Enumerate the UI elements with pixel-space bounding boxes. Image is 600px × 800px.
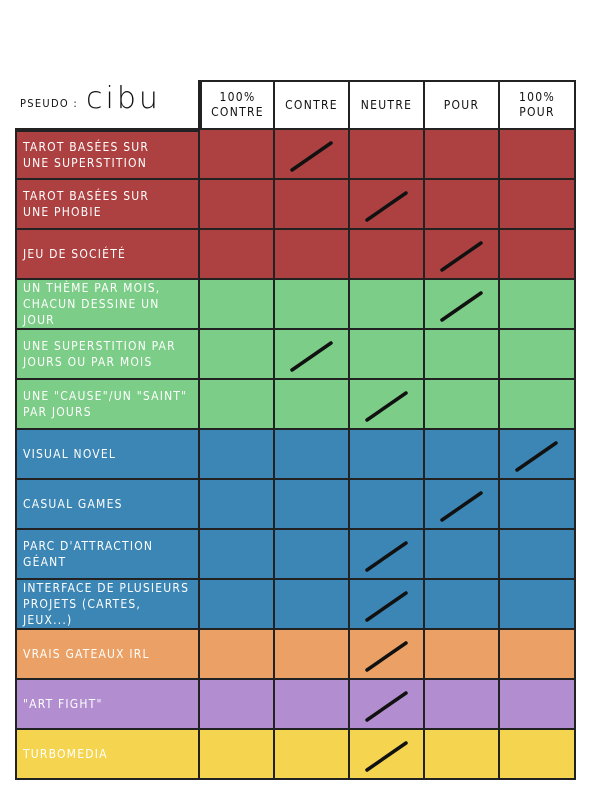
- vote-cell[interactable]: [350, 580, 425, 630]
- vote-cell[interactable]: [275, 730, 350, 780]
- vote-cell[interactable]: [200, 630, 275, 680]
- vote-cell[interactable]: [350, 280, 425, 330]
- vote-row: [15, 580, 576, 630]
- vote-cell[interactable]: [425, 480, 500, 530]
- vote-cell[interactable]: [350, 630, 425, 680]
- vote-mark: [350, 680, 425, 730]
- row-label: UN THÈME PAR MOIS, CHACUN DESSINE UN JOUR: [15, 280, 200, 330]
- vote-cell[interactable]: [425, 530, 500, 580]
- vote-cell[interactable]: [350, 230, 425, 280]
- vote-row: [15, 230, 576, 280]
- row-label: PARC D'ATTRACTION GÉANT: [15, 530, 200, 580]
- vote-cell[interactable]: [200, 680, 275, 730]
- vote-cell[interactable]: [500, 180, 576, 230]
- vote-row: [15, 430, 576, 480]
- vote-cell[interactable]: [200, 730, 275, 780]
- vote-row: [15, 280, 576, 330]
- vote-row: [15, 680, 576, 730]
- vote-cell[interactable]: [275, 580, 350, 630]
- vote-cell[interactable]: [425, 380, 500, 430]
- vote-mark: [275, 330, 350, 380]
- vote-cell[interactable]: [350, 430, 425, 480]
- vote-stroke: [442, 493, 481, 520]
- vote-row: [15, 180, 576, 230]
- vote-stroke: [517, 443, 556, 470]
- column-header: POUR: [425, 80, 500, 130]
- row-label: JEU DE SOCIÉTÉ: [15, 230, 200, 280]
- vote-cell[interactable]: [350, 330, 425, 380]
- vote-cell[interactable]: [500, 630, 576, 680]
- vote-cell[interactable]: [425, 130, 500, 180]
- vote-cell[interactable]: [425, 580, 500, 630]
- column-header: CONTRE: [275, 80, 350, 130]
- vote-cell[interactable]: [350, 530, 425, 580]
- vote-cell[interactable]: [425, 180, 500, 230]
- row-label: VISUAL NOVEL: [15, 430, 200, 480]
- vote-stroke: [442, 293, 481, 320]
- vote-cell[interactable]: [500, 330, 576, 380]
- pseudo-field: [15, 80, 200, 130]
- vote-cell[interactable]: [200, 180, 275, 230]
- pseudo-label: PSEUDO :: [20, 97, 79, 110]
- vote-cell[interactable]: [500, 230, 576, 280]
- row-label: "ART FIGHT": [15, 680, 200, 730]
- vote-cell[interactable]: [350, 380, 425, 430]
- vote-cell[interactable]: [350, 180, 425, 230]
- vote-stroke: [292, 343, 331, 370]
- vote-stroke: [367, 193, 406, 220]
- vote-cell[interactable]: [275, 530, 350, 580]
- vote-cell[interactable]: [425, 280, 500, 330]
- row-label: TAROT BASÉES SUR UNE PHOBIE: [15, 180, 200, 230]
- vote-row: [15, 530, 576, 580]
- vote-mark: [350, 180, 425, 230]
- column-header: 100% POUR: [500, 80, 576, 130]
- vote-stroke: [367, 393, 406, 420]
- row-label: INTERFACE DE PLUSIEURS PROJETS (CARTES, JEUX...): [15, 580, 200, 630]
- row-label: TAROT BASÉES SUR UNE SUPERSTITION: [15, 130, 200, 180]
- vote-cell[interactable]: [500, 130, 576, 180]
- vote-cell[interactable]: [275, 230, 350, 280]
- vote-cell[interactable]: [350, 680, 425, 730]
- row-label: CASUAL GAMES: [15, 480, 200, 530]
- pseudo-name: cibu: [86, 81, 161, 116]
- vote-cell[interactable]: [200, 230, 275, 280]
- vote-row: [15, 630, 576, 680]
- vote-cell[interactable]: [200, 530, 275, 580]
- vote-cell[interactable]: [200, 330, 275, 380]
- vote-cell[interactable]: [200, 130, 275, 180]
- vote-stroke: [367, 593, 406, 620]
- vote-cell[interactable]: [200, 280, 275, 330]
- header-row: [15, 80, 576, 130]
- vote-cell[interactable]: [425, 230, 500, 280]
- vote-cell[interactable]: [200, 380, 275, 430]
- vote-cell[interactable]: [200, 430, 275, 480]
- row-label: UNE "CAUSE"/UN "SAINT" PAR JOURS: [15, 380, 200, 430]
- vote-row: [15, 330, 576, 380]
- vote-cell[interactable]: [350, 480, 425, 530]
- vote-stroke: [292, 143, 331, 170]
- vote-mark: [350, 580, 425, 630]
- vote-cell[interactable]: [425, 330, 500, 380]
- vote-cell[interactable]: [425, 730, 500, 780]
- vote-cell[interactable]: [425, 630, 500, 680]
- vote-cell[interactable]: [500, 730, 576, 780]
- vote-cell[interactable]: [275, 630, 350, 680]
- vote-mark: [425, 480, 500, 530]
- vote-cell[interactable]: [500, 430, 576, 480]
- vote-mark: [275, 130, 350, 180]
- vote-stroke: [442, 243, 481, 270]
- vote-cell[interactable]: [275, 180, 350, 230]
- vote-row: [15, 480, 576, 530]
- vote-cell[interactable]: [500, 530, 576, 580]
- vote-cell[interactable]: [275, 380, 350, 430]
- vote-cell[interactable]: [500, 380, 576, 430]
- vote-cell[interactable]: [275, 680, 350, 730]
- vote-cell[interactable]: [275, 130, 350, 180]
- vote-cell[interactable]: [425, 680, 500, 730]
- vote-stroke: [367, 643, 406, 670]
- vote-row: [15, 380, 576, 430]
- vote-stroke: [367, 743, 406, 770]
- vote-cell[interactable]: [500, 480, 576, 530]
- vote-mark: [350, 380, 425, 430]
- vote-cell[interactable]: [275, 330, 350, 380]
- vote-cell[interactable]: [500, 280, 576, 330]
- vote-mark: [425, 230, 500, 280]
- vote-cell[interactable]: [275, 480, 350, 530]
- vote-cell[interactable]: [275, 430, 350, 480]
- row-label: TURBOMEDIA: [15, 730, 200, 780]
- vote-cell[interactable]: [350, 730, 425, 780]
- vote-cell[interactable]: [350, 130, 425, 180]
- vote-mark: [350, 630, 425, 680]
- vote-cell[interactable]: [200, 580, 275, 630]
- vote-row: [15, 130, 576, 180]
- vote-cell[interactable]: [275, 280, 350, 330]
- vote-cell[interactable]: [500, 680, 576, 730]
- row-label: UNE SUPERSTITION PAR JOURS OU PAR MOIS: [15, 330, 200, 380]
- vote-cell[interactable]: [200, 480, 275, 530]
- vote-mark: [500, 430, 576, 480]
- column-header: NEUTRE: [350, 80, 425, 130]
- vote-mark: [350, 730, 425, 780]
- vote-cell[interactable]: [425, 430, 500, 480]
- vote-row: [15, 730, 576, 780]
- vote-stroke: [367, 693, 406, 720]
- row-label: VRAIS GATEAUX IRL: [15, 630, 200, 680]
- vote-cell[interactable]: [500, 580, 576, 630]
- column-header: 100% CONTRE: [200, 80, 275, 130]
- vote-mark: [425, 280, 500, 330]
- vote-stroke: [367, 543, 406, 570]
- vote-mark: [350, 530, 425, 580]
